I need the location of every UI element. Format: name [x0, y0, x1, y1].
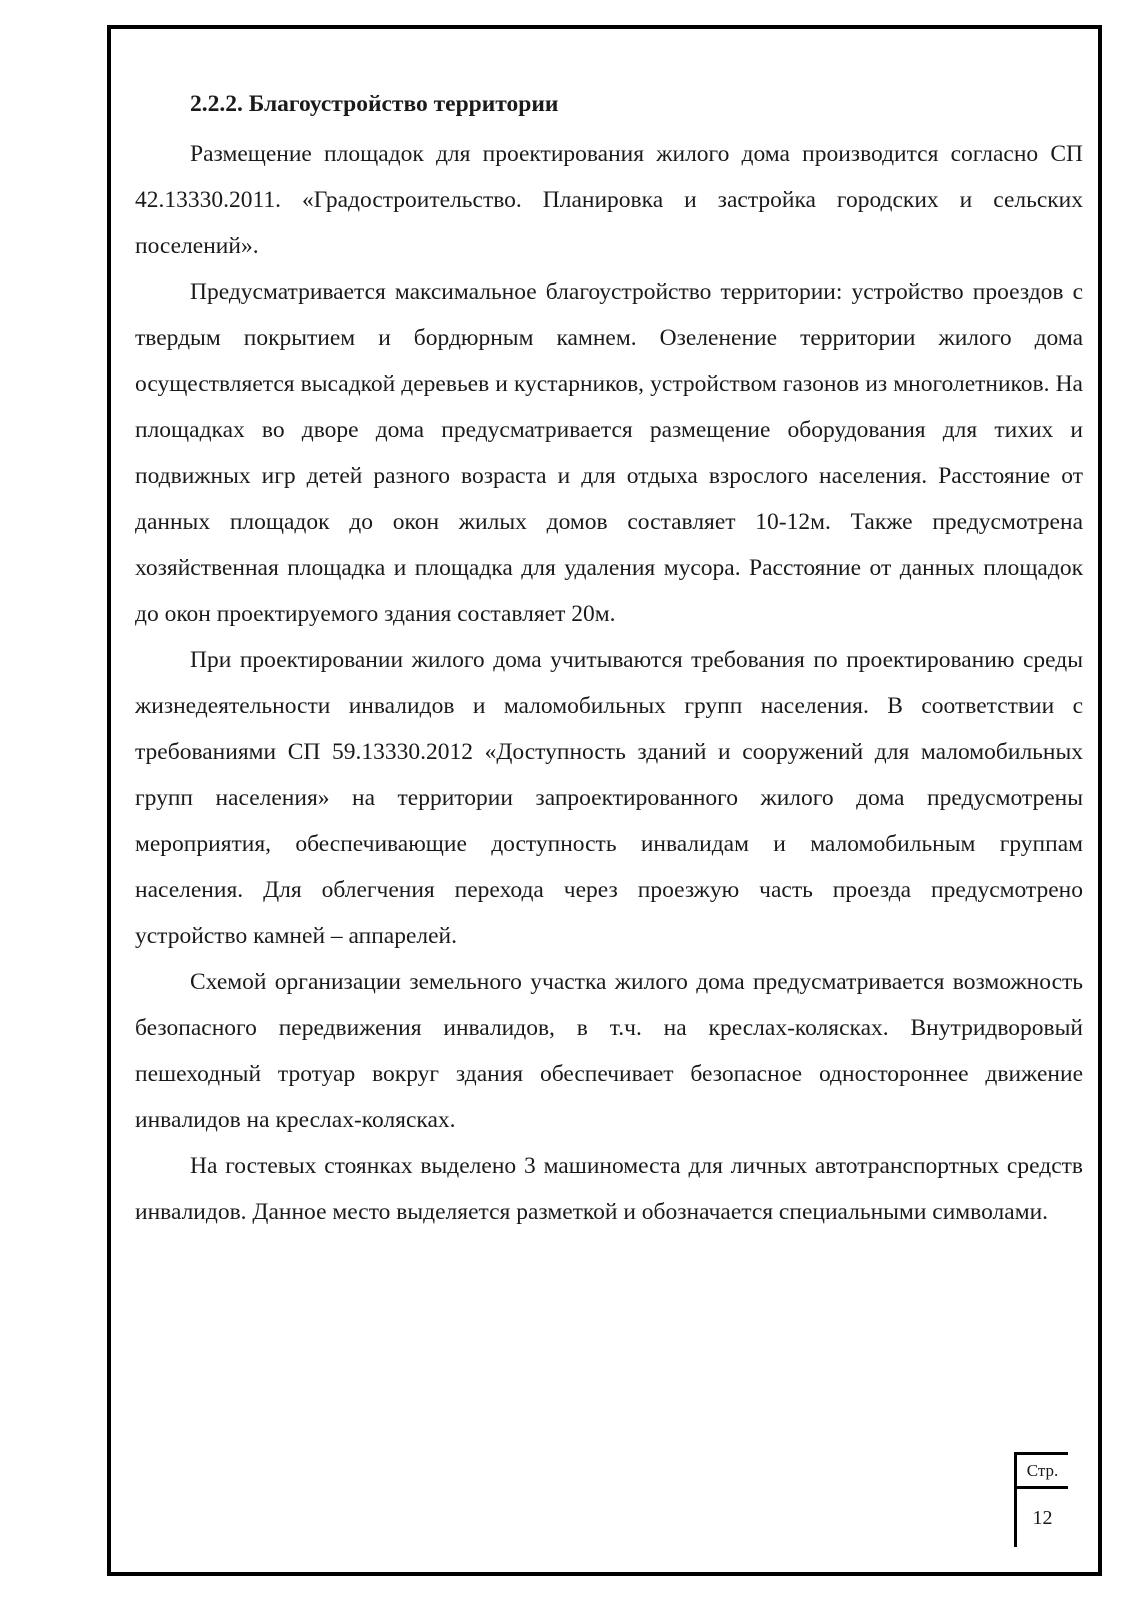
paragraph: Предусматривается максимальное благоустройство территории: устройство проездов с твердым покрытием и бордюрным камнем. Озеленение территории жилого дома осуществляется высадкой деревьев и кустарников, устройством газонов из многолетников. На площадках во дворе дома предусматривается размещение оборудования для тихих и подвижных игр детей разного возраста и для отдыха взрослого населения. Расстояние от данных площадок до окон жилых домов составляет 10-12м. Также предусмотрена хозяйственная площадка и площадка для удаления мусора. Расстояние от данных площадок до окон проектируемого здания составляет 20м.: [135, 279, 1083, 627]
paragraph: Схемой организации земельного участка жилого дома предусматривается возможность безопасного передвижения инвалидов, в т.ч. на креслах-колясках. Внутридворовый пешеходный тротуар вокруг здания обеспечивает безопасное одностороннее движение инвалидов на креслах-колясках.: [135, 969, 1083, 1133]
paragraph: При проектировании жилого дома учитываются требования по проектированию среды жизнедеятельности инвалидов и маломобильных групп населения. В соответствии с требованиями СП 59.13330.2012 «Доступность зданий и сооружений для маломобильных групп населения» на территории запроектированного жилого дома предусмотрены мероприятия, обеспечивающие доступность инвалидам и маломобильным группам населения. Для облегчения перехода через проезжую часть проезда предусмотрено устройство камней – аппарелей.: [135, 647, 1083, 949]
paragraph: Размещение площадок для проектирования жилого дома производится согласно СП 42.13330.2011. «Градостроительство. Планировка и застройка городских и сельских поселений».: [135, 141, 1083, 259]
paragraph: На гостевых стоянках выделено 3 машиноместа для личных автотранспортных средств инвалидов. Данное место выделяется разметкой и обозначается специальными символами.: [135, 1153, 1083, 1225]
page-number: 12: [1032, 1507, 1053, 1529]
section-heading: 2.2.2. Благоустройство территории: [190, 91, 559, 117]
document-body: [135, 87, 1083, 1235]
page-number-stamp: [1014, 1452, 1068, 1547]
stamp-label: Стр.: [1017, 1455, 1068, 1489]
